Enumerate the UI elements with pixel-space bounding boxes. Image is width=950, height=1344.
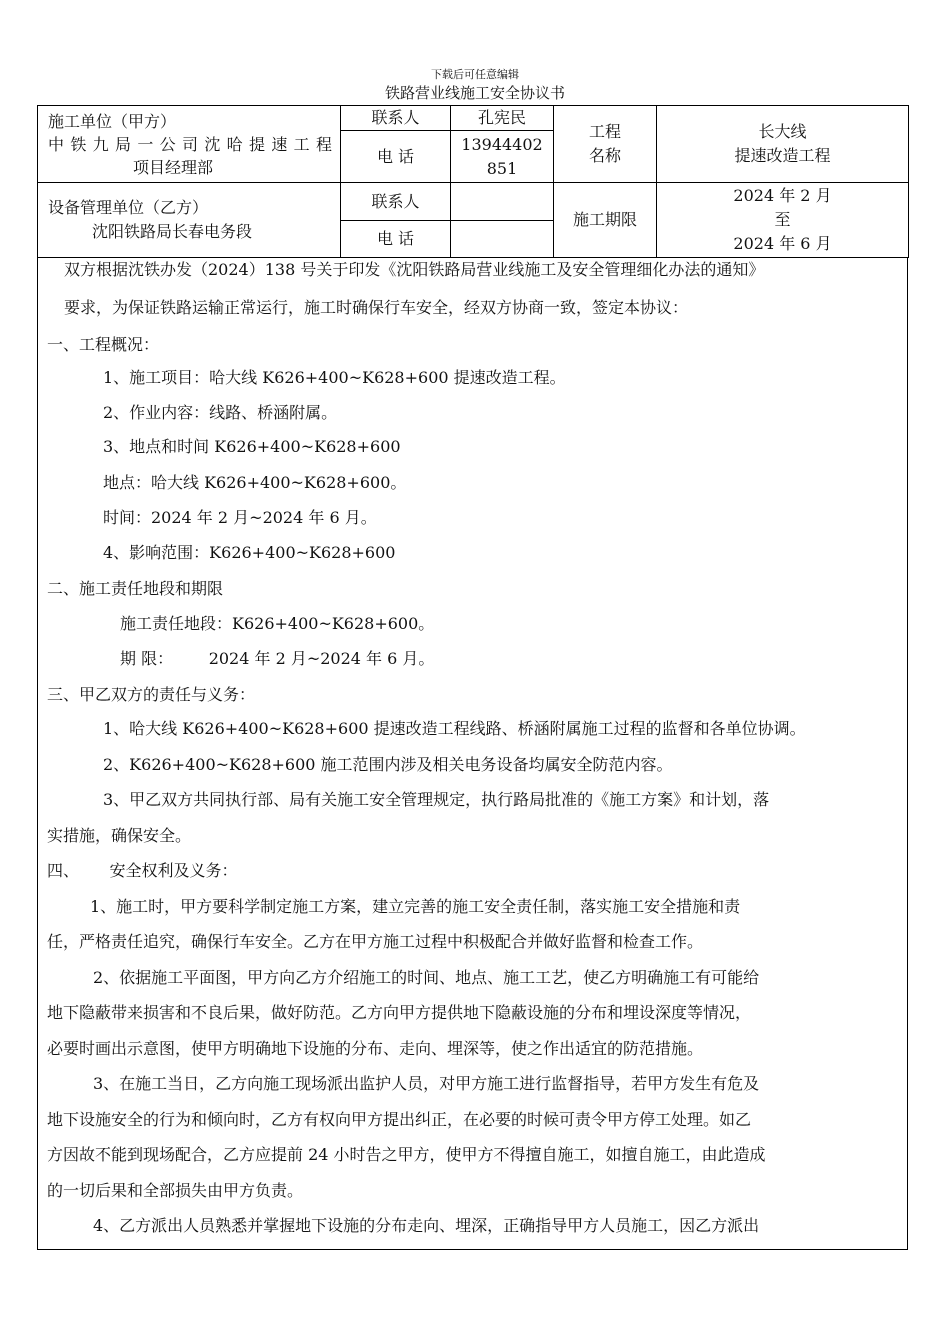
body-line-7: 地点：哈大线 K626+400~K628+600。 <box>103 473 407 492</box>
body-line-24: 3、在施工当日，乙方向施工现场派出监护人员，对甲方施工进行监督指导，若甲方发生有危及 <box>93 1074 760 1093</box>
body-line-20: 任，严格责任追究，确保行车安全。乙方在甲方施工过程中积极配合并做好监督和检查工作。 <box>47 932 704 951</box>
body-line-28: 4、乙方派出人员熟悉并掌握地下设施的分布走向、埋深，正确指导甲方人员施工，因乙方派出 <box>93 1216 760 1235</box>
body-line-27: 的一切后果和全部损失由甲方负责。 <box>47 1181 304 1200</box>
phone-a-line2: 851 <box>486 158 518 178</box>
project-name-label-1: 工程 <box>588 122 621 141</box>
project-name-cell <box>657 106 909 183</box>
project-name-line2: 提速改造工程 <box>734 146 831 165</box>
contact-a-label: 联系人 <box>341 106 451 131</box>
section-4-heading: 四、 安全权利及义务： <box>47 861 238 880</box>
body-line-12: 期 限： 2024 年 2 月~2024 年 6 月。 <box>120 649 435 668</box>
period-end: 2024 年 6 月 <box>733 234 832 253</box>
contact-a-name: 孔宪民 <box>451 106 554 131</box>
project-name-line1: 长大线 <box>758 122 807 141</box>
section-1-heading: 一、工程概况： <box>47 335 160 354</box>
phone-a-line1: 13944402 <box>461 134 543 154</box>
section-3-heading: 三、甲乙双方的责任与义务： <box>47 685 256 704</box>
body-line-2: 要求，为保证铁路运输正常运行，施工时确保行车安全，经双方协商一致，签定本协议： <box>64 298 689 317</box>
body-line-19: 1、施工时，甲方要科学制定施工方案，建立完善的施工安全责任制，落实施工安全措施和责 <box>90 897 741 916</box>
period-start: 2024 年 2 月 <box>733 186 832 205</box>
body-line-25: 地下设施安全的行为和倾向时，乙方有权向甲方提出纠正，在必要的时候可责令甲方停工处理。如乙 <box>47 1110 752 1129</box>
project-name-label-cell <box>554 106 657 183</box>
phone-b <box>451 221 554 258</box>
body-line-14: 1、哈大线 K626+400~K628+600 提速改造工程线路、桥涵附属施工过程的监督和各单位协调。 <box>103 719 806 738</box>
agreement-header-table <box>37 105 909 258</box>
body-line-16: 3、甲乙双方共同执行部、局有关施工安全管理规定，执行路局批准的《施工方案》和计划，落 <box>103 790 770 809</box>
party-b-label: 设备管理单位（乙方） <box>48 198 209 217</box>
body-line-9: 4、影响范围：K626+400~K628+600 <box>103 543 396 562</box>
body-line-6: 3、地点和时间 K626+400~K628+600 <box>103 437 401 456</box>
body-line-15: 2、K626+400~K628+600 施工范围内涉及相关电务设备均属安全防范内容。 <box>103 755 673 774</box>
phone-a-cell <box>451 131 554 183</box>
body-line-1: 双方根据沈铁办发（2024）138 号关于印发《沈阳铁路局营业线施工及安全管理细化办法的通知》 <box>64 260 765 279</box>
body-line-22: 地下隐蔽带来损害和不良后果，做好防范。乙方向甲方提供地下隐蔽设施的分布和埋设深度等情况， <box>47 1003 752 1022</box>
body-line-8: 时间：2024 年 2 月~2024 年 6 月。 <box>103 508 377 527</box>
body-line-26: 方因故不能到现场配合，乙方应提前 24 小时告之甲方，使甲方不得擅自施工，如擅自施工，由此造成 <box>47 1145 766 1164</box>
phone-b-label: 电 话 <box>341 221 451 258</box>
document-title: 铁路营业线施工安全协议书 <box>384 84 565 102</box>
period-label: 施工期限 <box>554 183 657 258</box>
party-b-name: 沈阳铁路局长春电务段 <box>92 222 253 241</box>
party-a-label: 施工单位（甲方） <box>48 111 177 131</box>
body-line-17: 实措施，确保安全。 <box>47 826 192 845</box>
body-line-23: 必要时画出示意图，使甲方明确地下设施的分布、走向、埋深等，使之作出适宜的防范措施。 <box>47 1039 704 1058</box>
period-cell <box>657 183 909 258</box>
period-to: 至 <box>774 210 791 229</box>
party-b-cell <box>38 183 341 258</box>
body-line-11: 施工责任地段：K626+400~K628+600。 <box>120 614 435 633</box>
body-line-21: 2、依据施工平面图，甲方向乙方介绍施工的时间、地点、施工工艺，使乙方明确施工有可能给 <box>93 968 760 987</box>
contact-b-label: 联系人 <box>341 183 451 221</box>
top-note: 下载后可任意编辑 <box>431 68 519 81</box>
body-line-4: 1、施工项目：哈大线 K626+400~K628+600 提速改造工程。 <box>103 368 566 387</box>
party-a-cell <box>38 106 341 183</box>
body-line-5: 2、作业内容：线路、桥涵附属。 <box>103 403 338 422</box>
project-name-label-2: 名称 <box>588 146 621 165</box>
party-a-name-line2: 项目经理部 <box>132 157 213 177</box>
section-2-heading: 二、施工责任地段和期限 <box>47 579 224 598</box>
phone-a-label: 电 话 <box>341 131 451 183</box>
contact-b-name <box>451 183 554 221</box>
party-a-name-line1: 中铁九局一公司沈哈提速工程 <box>48 134 332 154</box>
